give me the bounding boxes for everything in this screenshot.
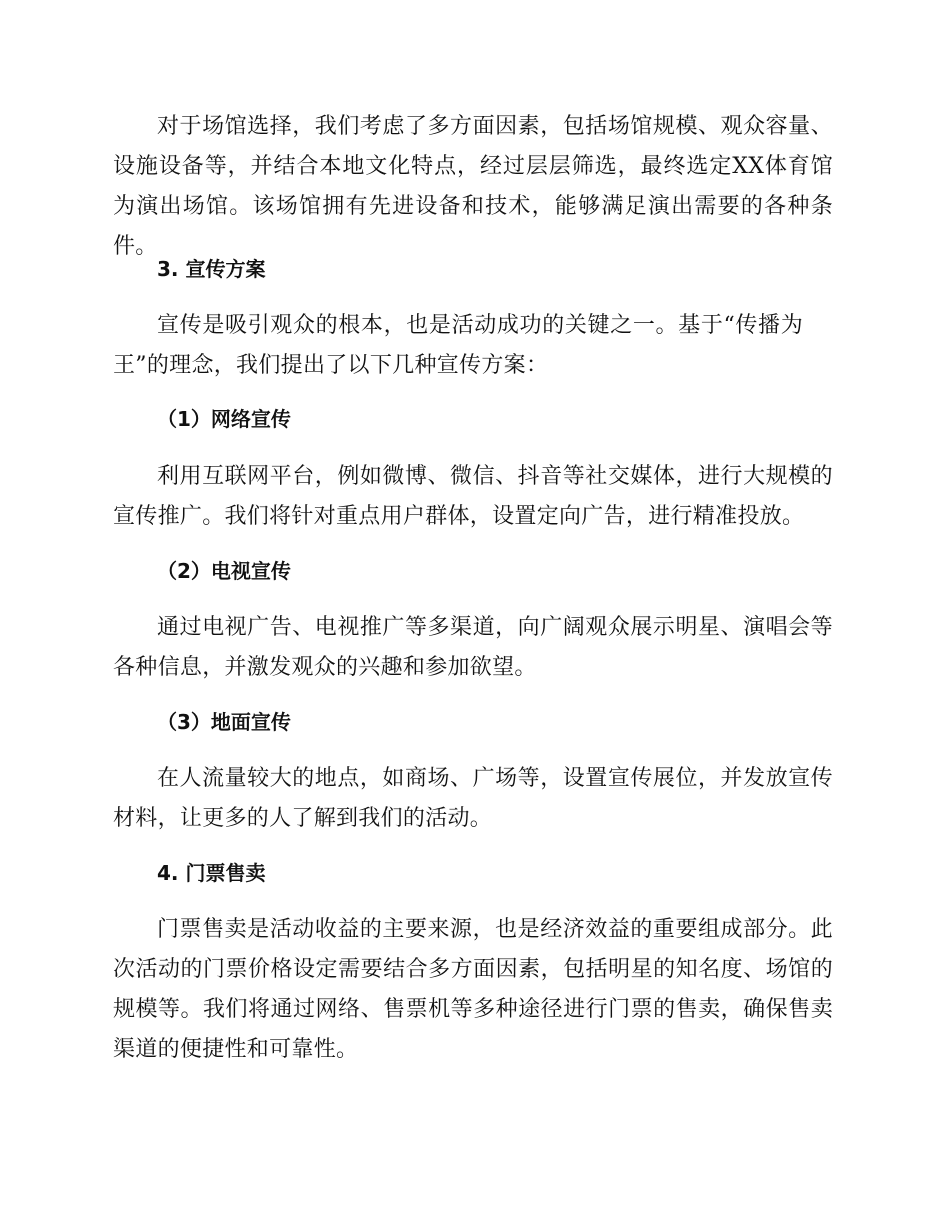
paragraph-ground-promotion: 在人流量较大的地点，如商场、广场等，设置宣传展位，并发放宣传材料，让更多的人了解到我们的活动。 [113, 766, 833, 831]
paragraph-online-promotion: 利用互联网平台，例如微博、微信、抖音等社交媒体，进行大规模的宣传推广。我们将针对重点用户群体，设置定向广告，进行精准投放。 [113, 464, 833, 529]
paragraph-promotion-intro: 宣传是吸引观众的根本，也是活动成功的关键之一。基于“传播为王”的理念，我们提出了以下几种宣传方案： [113, 313, 803, 378]
subheading-ground-promotion: （3）地面宣传 [157, 710, 291, 734]
heading-ticket-sales: 4. 门票售卖 [157, 861, 266, 885]
subheading-online-promotion: （1）网络宣传 [157, 407, 291, 431]
heading-promotion-plan: 3. 宣传方案 [157, 257, 266, 281]
paragraph-tv-promotion: 通过电视广告、电视推广等多渠道，向广阔观众展示明星、演唱会等各种信息，并激发观众的兴趣和参加欲望。 [113, 615, 833, 680]
paragraph-ticket-sales: 门票售卖是活动收益的主要来源，也是经济效益的重要组成部分。此次活动的门票价格设定需要结合多方面因素，包括明星的知名度、场馆的规模等。我们将通过网络、售票机等多种途径进行门票的售卖，确保售卖渠道的便捷性和可靠性。 [113, 917, 833, 1062]
paragraph-venue-selection: 对于场馆选择，我们考虑了多方面因素，包括场馆规模、观众容量、设施设备等，并结合本地文化特点，经过层层筛选，最终选定XX体育馆为演出场馆。该场馆拥有先进设备和技术，能够满足演出需要的各种条件。 [113, 114, 833, 259]
subheading-tv-promotion: （2）电视宣传 [157, 559, 291, 583]
